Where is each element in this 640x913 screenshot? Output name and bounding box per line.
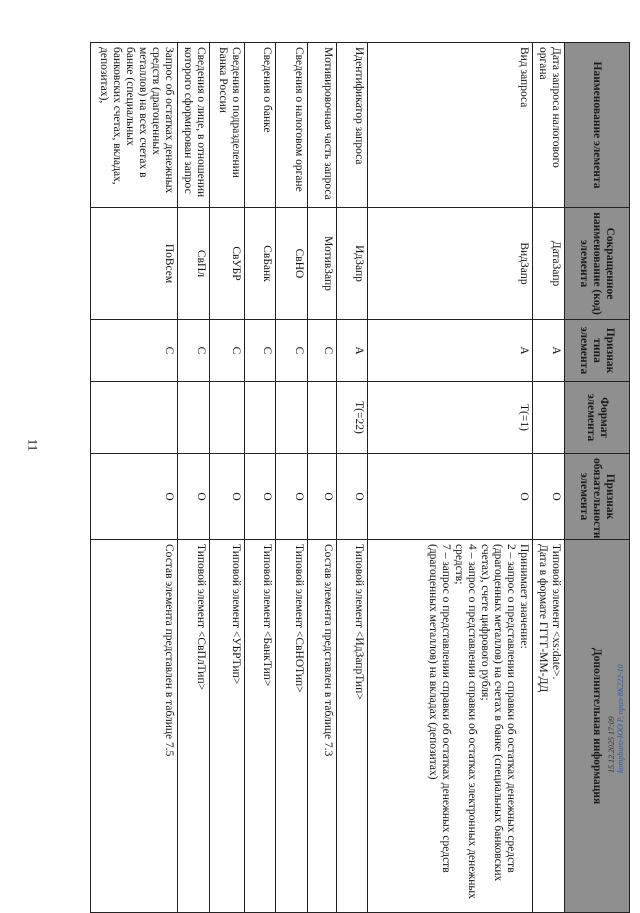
- cell-info: [91, 540, 178, 913]
- cell-format: [532, 382, 564, 454]
- table-row: [336, 43, 367, 913]
- info-line: Состав элемента представлен в таблице 7.3: [321, 544, 334, 757]
- cell-required: О: [368, 454, 533, 540]
- info-line: Состав элемента представлен в таблице 7.5: [162, 544, 175, 757]
- cell-abbr: СвБанк: [245, 208, 276, 320]
- cell-format: [307, 382, 336, 454]
- cell-name: Запрос об остатках денежных средств (драгоценных металлов) на всех счетах в банке (специальных банковских счетах, вкладах, депозитах),: [91, 43, 178, 208]
- cell-name: Сведения о налоговом органе: [276, 43, 307, 208]
- cell-abbr: МотивЗапр: [307, 208, 336, 320]
- footer-date: 15.12.2025 17:09: [607, 716, 616, 773]
- cell-abbr: ВидЗапр: [368, 208, 533, 320]
- info-line: Типовой элемент <xs:date>.: [550, 544, 562, 680]
- cell-info: [307, 540, 336, 913]
- cell-required: О: [209, 454, 244, 540]
- cell-required: О: [245, 454, 276, 540]
- cell-required: О: [91, 454, 178, 540]
- element-table: [90, 42, 630, 913]
- element-table-wrapper: [90, 42, 630, 912]
- cell-type: А: [532, 320, 564, 382]
- cell-abbr: СвПл: [177, 208, 209, 320]
- cell-format: T(=1): [368, 382, 533, 454]
- cell-format: [209, 382, 244, 454]
- cell-type: С: [177, 320, 209, 382]
- table-row: [209, 43, 244, 913]
- cell-format: [177, 382, 209, 454]
- cell-required: О: [177, 454, 209, 540]
- info-line: Типовой элемент <СвПлТип>: [194, 544, 207, 691]
- info-line: 7 – запрос о представлении справки об остатках денежных средств (драгоценных металлов) на вкладах (депозитах): [426, 544, 452, 873]
- cell-abbr: СвНО: [276, 208, 307, 320]
- info-line: 4 – запрос о представлении справки об остатках электронных денежных средств;: [452, 544, 478, 899]
- header-required: Признак обязательности элемента: [565, 454, 630, 540]
- header-abbr: Сокращенное наименование (код) элемента: [565, 208, 630, 320]
- cell-info: [336, 540, 367, 913]
- table-row: [307, 43, 336, 913]
- table-row: [276, 43, 307, 913]
- info-line: Дата в формате ГГГГ-ММ-ДД: [537, 544, 549, 693]
- cell-required: О: [307, 454, 336, 540]
- signature-footer: [607, 648, 625, 773]
- cell-type: А: [368, 320, 533, 382]
- cell-type: С: [91, 320, 178, 382]
- header-format: Формат элемента: [565, 382, 630, 454]
- header-name: Наименование элемента: [565, 43, 630, 208]
- cell-info: [209, 540, 244, 913]
- info-line: Типовой элемент <БанкТип>: [261, 544, 274, 687]
- cell-abbr: СвУБР: [209, 208, 244, 320]
- table-row: [245, 43, 276, 913]
- cell-info: [532, 540, 564, 913]
- page-number: 11: [25, 438, 41, 452]
- cell-type: С: [276, 320, 307, 382]
- cell-format: [91, 382, 178, 454]
- table-row: [368, 43, 533, 913]
- footer-signature: kompburo-ЮО Р, приз-8К222-10: [616, 664, 625, 773]
- cell-type: С: [245, 320, 276, 382]
- cell-abbr: ИдЗапр: [336, 208, 367, 320]
- cell-type: С: [209, 320, 244, 382]
- cell-required: О: [276, 454, 307, 540]
- info-line: Типовой элемент <ИдЗапрТип>: [353, 544, 366, 700]
- cell-name: Вид запроса: [368, 43, 533, 208]
- cell-abbr: ДатаЗапр: [532, 208, 564, 320]
- cell-required: О: [336, 454, 367, 540]
- info-line: Типовой элемент <СвНОТип>: [292, 544, 305, 693]
- table-header-row: [565, 43, 630, 913]
- cell-type: А: [336, 320, 367, 382]
- cell-format: T(=22): [336, 382, 367, 454]
- cell-name: Идентификатор запроса: [336, 43, 367, 208]
- info-line: 2 – запрос о представлении справки об остатках денежных средств (драгоценных металлов) на счетах в банке (специальных банковских счетах), счете цифрового рубля;: [478, 544, 517, 882]
- table-row: [91, 43, 178, 913]
- cell-name: Сведения о лице, в отношении которого сформирован запрос: [177, 43, 209, 208]
- cell-name: Мотивировочная часть запроса: [307, 43, 336, 208]
- header-info: Дополнительная информация: [565, 540, 630, 913]
- cell-info: [177, 540, 209, 913]
- info-line: Принимает значение:: [517, 544, 530, 649]
- cell-format: [276, 382, 307, 454]
- cell-type: С: [307, 320, 336, 382]
- table-row: [177, 43, 209, 913]
- cell-info: [276, 540, 307, 913]
- cell-required: О: [532, 454, 564, 540]
- cell-info: [245, 540, 276, 913]
- cell-abbr: ПоВсем: [91, 208, 178, 320]
- header-type: Признак типа элемента: [565, 320, 630, 382]
- cell-format: [245, 382, 276, 454]
- info-line: Типовой элемент <УБРТип>: [230, 544, 243, 685]
- cell-name: Сведения о подразделении Банка России: [209, 43, 244, 208]
- cell-info: [368, 540, 533, 913]
- cell-name: Сведения о банке: [245, 43, 276, 208]
- cell-name: Дата запроса налогового органа: [532, 43, 564, 208]
- table-row: [532, 43, 564, 913]
